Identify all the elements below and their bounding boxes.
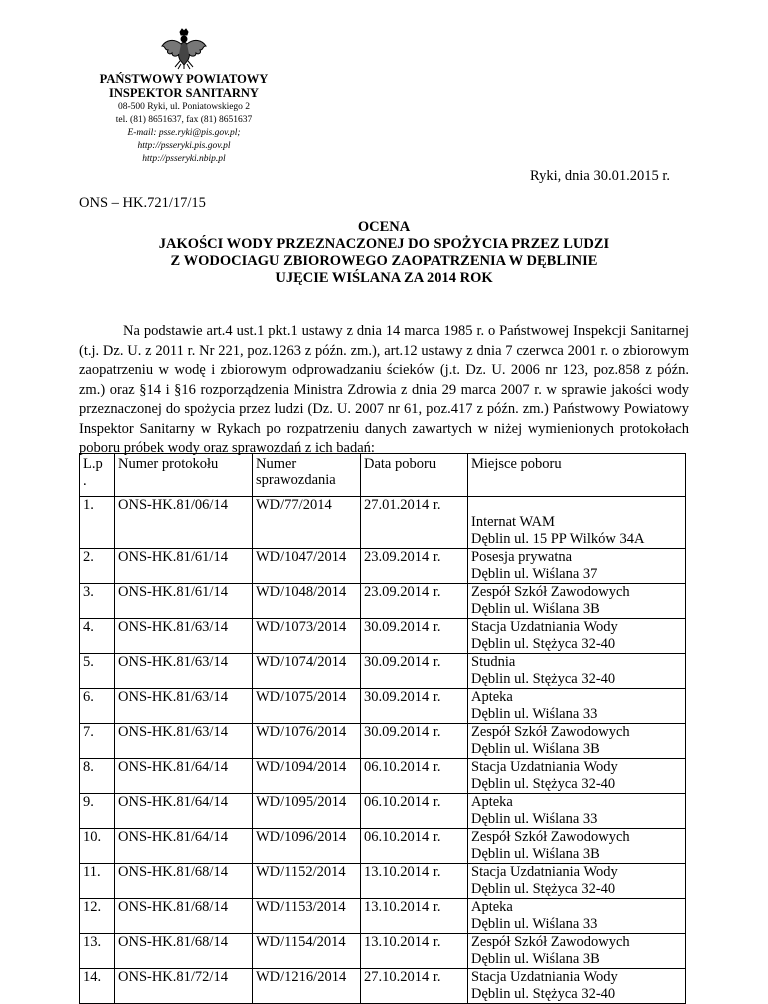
institution-email: E-mail: psse.ryki@pis.gov.pl; <box>127 128 241 138</box>
place-name: Stacja Uzdatniania Wody <box>471 619 618 635</box>
protocol-cell: ONS-HK.81/64/14 <box>115 829 253 864</box>
protocol-cell: ONS-HK.81/61/14 <box>115 584 253 619</box>
place-name: Stacja Uzdatniania Wody <box>471 969 618 985</box>
place-address: Dęblin ul. Wiślana 33 <box>471 916 598 932</box>
institution-name-line1: PAŃSTWOWY POWIATOWY <box>99 72 269 86</box>
report-cell: WD/1095/2014 <box>253 794 361 829</box>
place-cell <box>468 759 686 794</box>
place-cell <box>468 584 686 619</box>
intro-paragraph: Na podstawie art.4 ust.1 pkt.1 ustawy z dnia 14 marca 1985 r. o Państwowej Inspekcji Sanitarnej (t.j. Dz. U. z 2011 r. Nr 221, poz.1263 z późn. zm.), art.12 ustawy z dnia 7 czerwca 2001 r. o zbiorowym zaopatrzeniu w wodę i zbiorowym odprowadzaniu ścieków (j.t. Dz. U. 2006 nr 123, poz.858 z późn. zm.) oraz §14 i §16 rozporządzenia Ministra Zdrowia z dnia 29 marca 2007 r. w sprawie jakości wody przeznaczonej do spożycia przez ludzi (Dz. U. 2007 nr 61, poz.417 z późn. zm.) Państwowy Powiatowy Inspektor Sanitarny w Rykach po rozpatrzeniu danych zawartych w niżej wymienionych protokołach poboru próbek wody oraz sprawozdań z ich badań: <box>79 323 689 456</box>
place-address: Dęblin ul. Wiślana 3B <box>471 601 600 617</box>
polish-eagle-emblem-icon <box>160 28 208 70</box>
place-cell <box>468 619 686 654</box>
place-address: Dęblin ul. Stężyca 32-40 <box>471 881 616 897</box>
lp-cell: 12. <box>80 899 115 934</box>
institution-name-line2: INSPEKTOR SANITARNY <box>109 86 259 100</box>
report-cell: WD/1047/2014 <box>253 549 361 584</box>
place-cell <box>468 497 686 549</box>
place-name: Stacja Uzdatniania Wody <box>471 759 618 775</box>
institution-phone: tel. (81) 8651637, fax (81) 8651637 <box>115 115 253 125</box>
place-cell <box>468 829 686 864</box>
title-line-1: OCENA <box>357 219 411 235</box>
table-header-row <box>80 454 686 497</box>
lp-cell: 10. <box>80 829 115 864</box>
report-cell: WD/77/2014 <box>253 497 361 549</box>
place-address: Dęblin ul. Wiślana 3B <box>471 741 600 757</box>
table-row <box>80 864 686 899</box>
report-cell: WD/1096/2014 <box>253 829 361 864</box>
date-cell: 30.09.2014 r. <box>361 689 468 724</box>
date-cell: 30.09.2014 r. <box>361 619 468 654</box>
title-line-4: UJĘCIE WIŚLANA ZA 2014 ROK <box>275 270 493 286</box>
lp-cell: 8. <box>80 759 115 794</box>
place-cell <box>468 934 686 969</box>
lp-cell: 7. <box>80 724 115 759</box>
protocol-cell: ONS-HK.81/63/14 <box>115 619 253 654</box>
report-cell: WD/1075/2014 <box>253 689 361 724</box>
date-cell: 27.01.2014 r. <box>361 497 468 549</box>
report-cell: WD/1094/2014 <box>253 759 361 794</box>
table-row <box>80 934 686 969</box>
place-name: Apteka <box>471 794 513 810</box>
place-cell <box>468 794 686 829</box>
place-name: Internat WAM <box>471 514 555 530</box>
place-name: Zespół Szkół Zawodowych <box>471 724 630 740</box>
place-cell <box>468 969 686 1004</box>
title-line-2: JAKOŚCI WODY PRZEZNACZONEJ DO SPOŻYCIA PRZEZ LUDZI <box>158 236 610 252</box>
protocol-cell: ONS-HK.81/68/14 <box>115 864 253 899</box>
date-cell: 23.09.2014 r. <box>361 584 468 619</box>
date-cell: 23.09.2014 r. <box>361 549 468 584</box>
lp-cell: 11. <box>80 864 115 899</box>
report-cell: WD/1154/2014 <box>253 934 361 969</box>
protocol-cell: ONS-HK.81/63/14 <box>115 724 253 759</box>
place-address: Dęblin ul. Stężyca 32-40 <box>471 986 616 1002</box>
lp-cell: 4. <box>80 619 115 654</box>
protocol-cell: ONS-HK.81/68/14 <box>115 934 253 969</box>
report-cell: WD/1152/2014 <box>253 864 361 899</box>
report-cell: WD/1073/2014 <box>253 619 361 654</box>
table-row <box>80 654 686 689</box>
protocol-cell: ONS-HK.81/06/14 <box>115 497 253 549</box>
place-address: Dęblin ul. 15 PP Wilków 34A <box>471 531 645 547</box>
place-name: Apteka <box>471 899 513 915</box>
place-address: Dęblin ul. Stężyca 32-40 <box>471 776 616 792</box>
header-place: Miejsce poboru <box>468 454 686 497</box>
sampling-table <box>79 453 686 1004</box>
place-name: Posesja prywatna <box>471 549 573 565</box>
lp-cell: 5. <box>80 654 115 689</box>
place-cell <box>468 899 686 934</box>
place-address: Dęblin ul. Wiślana 37 <box>471 566 598 582</box>
report-cell: WD/1153/2014 <box>253 899 361 934</box>
place-cell <box>468 689 686 724</box>
table-row <box>80 584 686 619</box>
header-report: Numer sprawozdania <box>253 454 361 497</box>
date-cell: 06.10.2014 r. <box>361 794 468 829</box>
report-cell: WD/1076/2014 <box>253 724 361 759</box>
lp-cell: 9. <box>80 794 115 829</box>
table-row <box>80 969 686 1004</box>
document-date: Ryki, dnia 30.01.2015 r. <box>530 168 670 184</box>
date-cell: 13.10.2014 r. <box>361 864 468 899</box>
lp-cell: 14. <box>80 969 115 1004</box>
table-row <box>80 724 686 759</box>
institution-website-1: http://psseryki.pis.gov.pl <box>137 141 231 151</box>
date-cell: 06.10.2014 r. <box>361 759 468 794</box>
place-name: Studnia <box>471 654 516 670</box>
lp-cell: 6. <box>80 689 115 724</box>
protocol-cell: ONS-HK.81/72/14 <box>115 969 253 1004</box>
place-cell <box>468 864 686 899</box>
report-cell: WD/1048/2014 <box>253 584 361 619</box>
table-row <box>80 549 686 584</box>
institution-website-2: http://psseryki.nbip.pl <box>142 154 226 164</box>
protocol-cell: ONS-HK.81/63/14 <box>115 654 253 689</box>
place-address: Dęblin ul. Wiślana 3B <box>471 846 600 862</box>
date-cell: 06.10.2014 r. <box>361 829 468 864</box>
protocol-cell: ONS-HK.81/68/14 <box>115 899 253 934</box>
place-cell <box>468 654 686 689</box>
protocol-cell: ONS-HK.81/63/14 <box>115 689 253 724</box>
lp-cell: 3. <box>80 584 115 619</box>
institution-address: 08-500 Ryki, ul. Poniatowskiego 2 <box>117 102 251 112</box>
table-row <box>80 759 686 794</box>
place-cell <box>468 724 686 759</box>
place-name: Zespół Szkół Zawodowych <box>471 829 630 845</box>
report-cell: WD/1074/2014 <box>253 654 361 689</box>
date-cell: 27.10.2014 r. <box>361 969 468 1004</box>
table-row <box>80 794 686 829</box>
date-cell: 30.09.2014 r. <box>361 724 468 759</box>
title-line-3: Z WODOCIAGU ZBIOROWEGO ZAOPATRZENIA W DĘBLINIE <box>170 253 598 269</box>
place-name: Stacja Uzdatniania Wody <box>471 864 618 880</box>
report-cell: WD/1216/2014 <box>253 969 361 1004</box>
lp-cell: 1. <box>80 497 115 549</box>
place-cell <box>468 549 686 584</box>
place-address: Dęblin ul. Wiślana 33 <box>471 706 598 722</box>
header-protocol: Numer protokołu <box>115 454 253 497</box>
place-address: Dęblin ul. Wiślana 3B <box>471 951 600 967</box>
date-cell: 13.10.2014 r. <box>361 934 468 969</box>
place-address: Dęblin ul. Wiślana 33 <box>471 811 598 827</box>
place-address: Dęblin ul. Stężyca 32-40 <box>471 671 616 687</box>
lp-cell: 2. <box>80 549 115 584</box>
protocol-cell: ONS-HK.81/64/14 <box>115 759 253 794</box>
protocol-cell: ONS-HK.81/64/14 <box>115 794 253 829</box>
protocol-cell: ONS-HK.81/61/14 <box>115 549 253 584</box>
reference-number: ONS – HK.721/17/15 <box>79 195 206 211</box>
table-row <box>80 829 686 864</box>
date-cell: 30.09.2014 r. <box>361 654 468 689</box>
table-row <box>80 689 686 724</box>
place-name: Zespół Szkół Zawodowych <box>471 584 630 600</box>
place-name: Zespół Szkół Zawodowych <box>471 934 630 950</box>
table-row <box>80 497 686 549</box>
table-row <box>80 899 686 934</box>
table-row <box>80 619 686 654</box>
header-lp: L.p . <box>80 454 115 497</box>
date-cell: 13.10.2014 r. <box>361 899 468 934</box>
place-name: Apteka <box>471 689 513 705</box>
lp-cell: 13. <box>80 934 115 969</box>
place-address: Dęblin ul. Stężyca 32-40 <box>471 636 616 652</box>
header-date: Data poboru <box>361 454 468 497</box>
